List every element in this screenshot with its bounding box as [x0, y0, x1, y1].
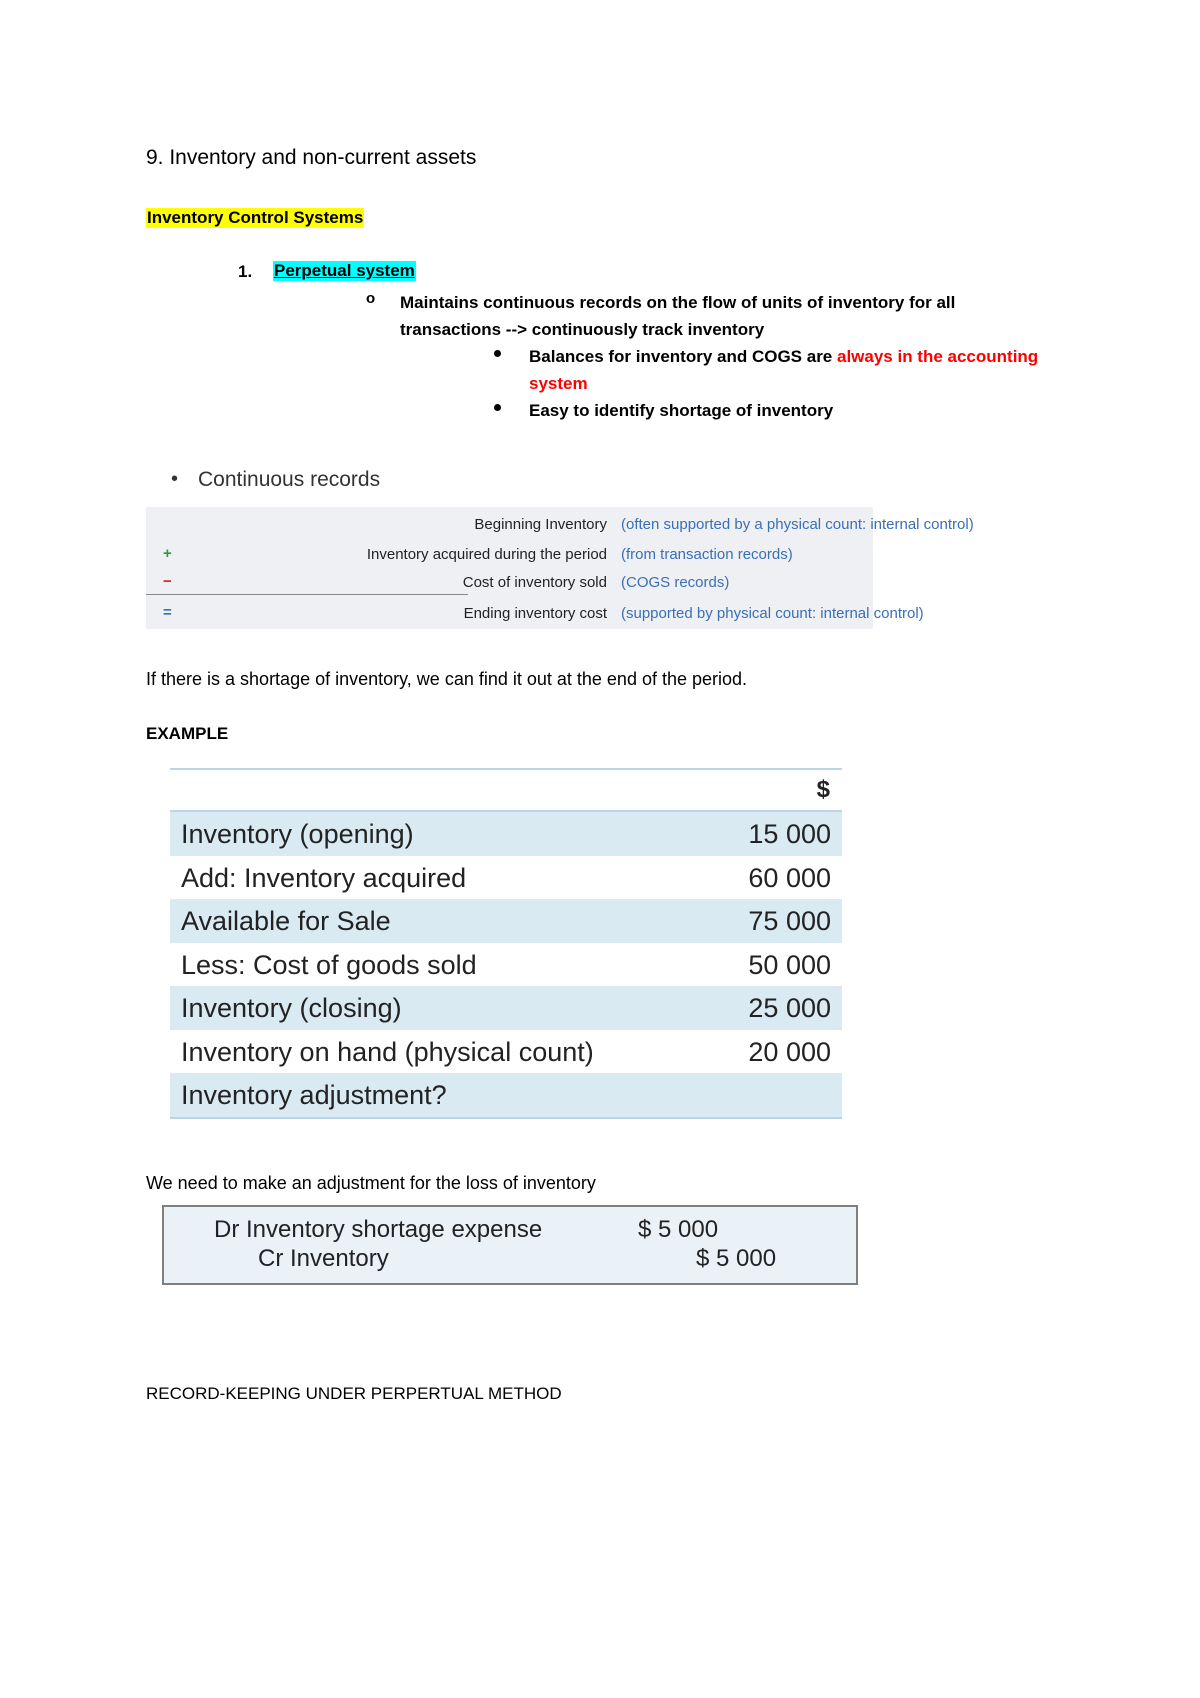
credit-label: Cr Inventory	[258, 1245, 389, 1272]
row-label: Inventory adjustment?	[181, 1080, 447, 1110]
highlighted-red-text: always in the accounting system	[529, 347, 1039, 393]
table-row	[170, 1030, 842, 1074]
table-row	[170, 1073, 842, 1119]
table-row	[146, 540, 873, 568]
equals-icon: =	[163, 604, 172, 621]
section-heading: Inventory Control Systems	[147, 208, 364, 227]
table-row	[146, 599, 924, 627]
row-label: Cost of inventory sold	[462, 574, 607, 591]
figure-bullet: •	[171, 468, 179, 490]
row-value: 20 000	[748, 1036, 831, 1067]
table-row	[146, 510, 974, 538]
figure-title: Continuous records	[198, 468, 381, 491]
row-note: (often supported by a physical count: internal control)	[621, 516, 974, 533]
row-note: (supported by physical count: internal control)	[621, 605, 924, 622]
sum-divider	[146, 594, 468, 595]
bullet-text-shortage: Easy to identify shortage of inventory	[529, 401, 834, 420]
row-value: 15 000	[748, 819, 831, 849]
sub-bullet-text: Maintains continuous records on the flow of units of inventory for all transactions --> continuously track inventory	[400, 293, 956, 339]
row-value: 25 000	[748, 993, 831, 1023]
debit-amount: $ 5 000	[638, 1216, 719, 1243]
list-number: 1.	[238, 262, 253, 281]
row-label: Beginning Inventory	[474, 516, 607, 533]
row-value: 60 000	[748, 862, 831, 893]
paragraph-shortage: If there is a shortage of inventory, we can find it out at the end of the period.	[146, 669, 748, 689]
table-row	[170, 986, 842, 1030]
row-value: 50 000	[748, 949, 831, 980]
debit-label: Dr Inventory shortage expense	[214, 1216, 543, 1243]
table-header	[170, 768, 842, 812]
continuous-records-table	[146, 507, 974, 629]
row-label: Add: Inventory acquired	[181, 862, 467, 893]
minus-icon: −	[163, 573, 172, 590]
list-item-title: Perpetual system	[274, 261, 415, 280]
section-heading-record-keeping: RECORD-KEEPING UNDER PERPERTUAL METHOD	[146, 1384, 562, 1403]
currency-header: $	[816, 776, 830, 803]
credit-amount: $ 5 000	[696, 1245, 777, 1272]
page-title: 9. Inventory and non-current assets	[146, 146, 477, 169]
paragraph-adjustment: We need to make an adjustment for the loss of inventory	[146, 1173, 596, 1193]
row-note: (from transaction records)	[621, 546, 793, 563]
example-table	[170, 768, 842, 1119]
example-label: EXAMPLE	[146, 724, 229, 743]
row-note: (COGS records)	[621, 574, 730, 591]
table-row	[146, 568, 873, 596]
row-label: Less: Cost of goods sold	[181, 949, 477, 980]
row-label: Inventory on hand (physical count)	[181, 1036, 594, 1067]
table-row	[170, 856, 842, 900]
row-label: Inventory acquired during the period	[366, 546, 607, 563]
row-value: 75 000	[748, 906, 831, 936]
row-label: Inventory (closing)	[181, 993, 402, 1023]
journal-entry-box	[162, 1205, 858, 1285]
row-label: Available for Sale	[181, 906, 391, 936]
table-row	[170, 943, 842, 987]
row-label: Ending inventory cost	[463, 605, 607, 622]
row-label: Inventory (opening)	[181, 819, 414, 849]
table-row	[170, 899, 842, 943]
plus-icon: +	[163, 545, 172, 562]
bullet-text-balances: Balances for inventory and COGS are always in the accounting system	[529, 347, 1039, 393]
sub-bullet-marker: o	[366, 290, 376, 307]
bullet-icon	[494, 350, 501, 357]
bullet-icon	[494, 404, 501, 411]
table-row	[170, 812, 842, 856]
